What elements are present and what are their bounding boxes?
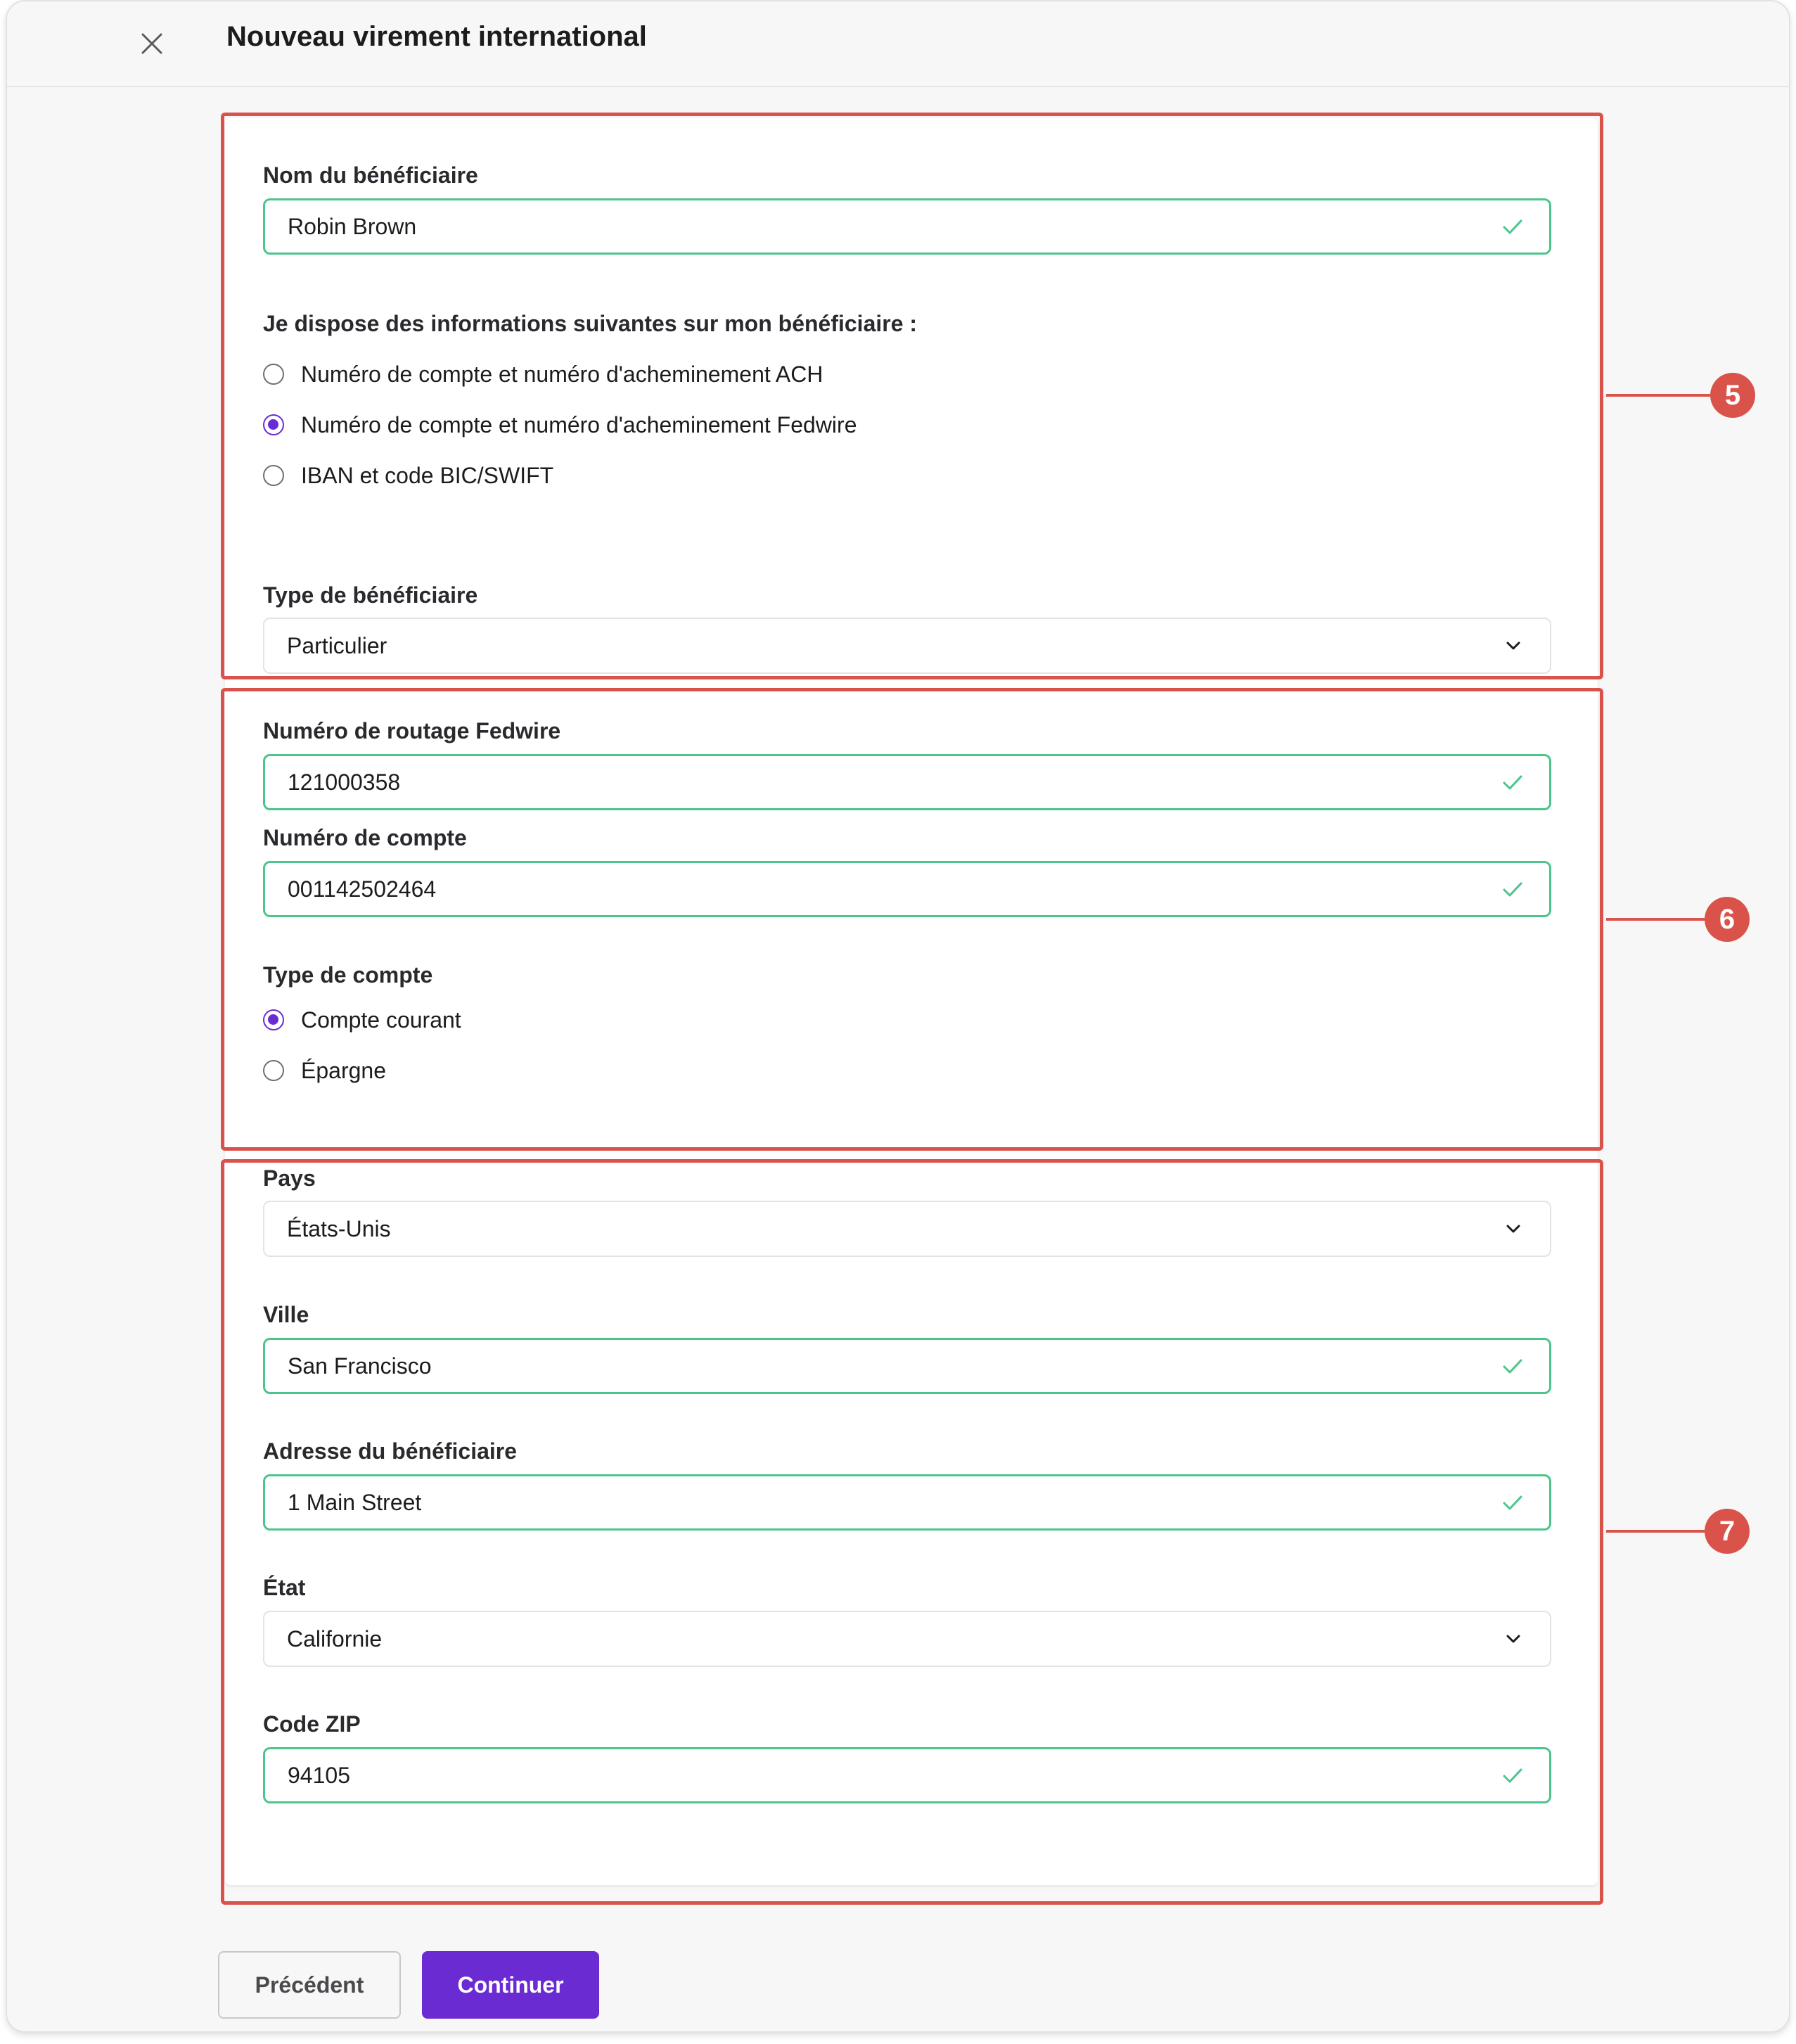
country-value: États-Unis	[287, 1215, 391, 1241]
country-label: Pays	[263, 1165, 316, 1191]
annotation-badge-6: 6	[1705, 897, 1750, 942]
address-value: 1 Main Street	[288, 1489, 422, 1515]
beneficiary-type-value: Particulier	[287, 632, 387, 658]
annotation-box-5	[221, 113, 1603, 679]
zip-value: 94105	[288, 1762, 350, 1788]
zip-label: Code ZIP	[263, 1711, 361, 1737]
routing-number-value: 121000358	[288, 769, 401, 795]
radio-label: Compte courant	[301, 1007, 461, 1033]
radio-label: IBAN et code BIC/SWIFT	[301, 462, 554, 488]
annotation-box-7	[221, 1159, 1603, 1905]
beneficiary-type-label: Type de bénéficiaire	[263, 582, 478, 608]
previous-button[interactable]: Précédent	[218, 1951, 401, 2019]
account-type-label: Type de compte	[263, 962, 433, 988]
routing-number-label: Numéro de routage Fedwire	[263, 718, 561, 743]
beneficiary-name-value: Robin Brown	[288, 213, 417, 239]
city-label: Ville	[263, 1302, 309, 1327]
modal-header	[7, 1, 1789, 87]
close-icon	[141, 32, 163, 55]
radio-label: Épargne	[301, 1057, 386, 1083]
address-label: Adresse du bénéficiaire	[263, 1438, 518, 1464]
account-number-value: 001142502464	[288, 876, 437, 902]
annotation-badge-7: 7	[1705, 1509, 1750, 1554]
continue-button[interactable]: Continuer	[422, 1951, 599, 2019]
info-question: Je dispose des informations suivantes sur mon bénéficiaire :	[263, 311, 918, 336]
page-title: Nouveau virement international	[226, 21, 647, 52]
annotation-line-5	[1606, 394, 1710, 397]
annotation-line-6	[1606, 918, 1705, 921]
radio-label: Numéro de compte et numéro d'acheminement Fedwire	[301, 411, 857, 437]
account-number-label: Numéro de compte	[263, 825, 467, 850]
annotation-line-7	[1606, 1530, 1705, 1533]
city-value: San Francisco	[288, 1353, 432, 1379]
beneficiary-name-label: Nom du bénéficiaire	[263, 162, 478, 188]
radio-label: Numéro de compte et numéro d'acheminement ACH	[301, 361, 823, 387]
annotation-badge-5: 5	[1710, 373, 1755, 418]
state-value: Californie	[287, 1625, 383, 1652]
state-label: État	[263, 1575, 306, 1600]
annotation-box-6	[221, 688, 1603, 1151]
close-button[interactable]	[131, 23, 173, 65]
